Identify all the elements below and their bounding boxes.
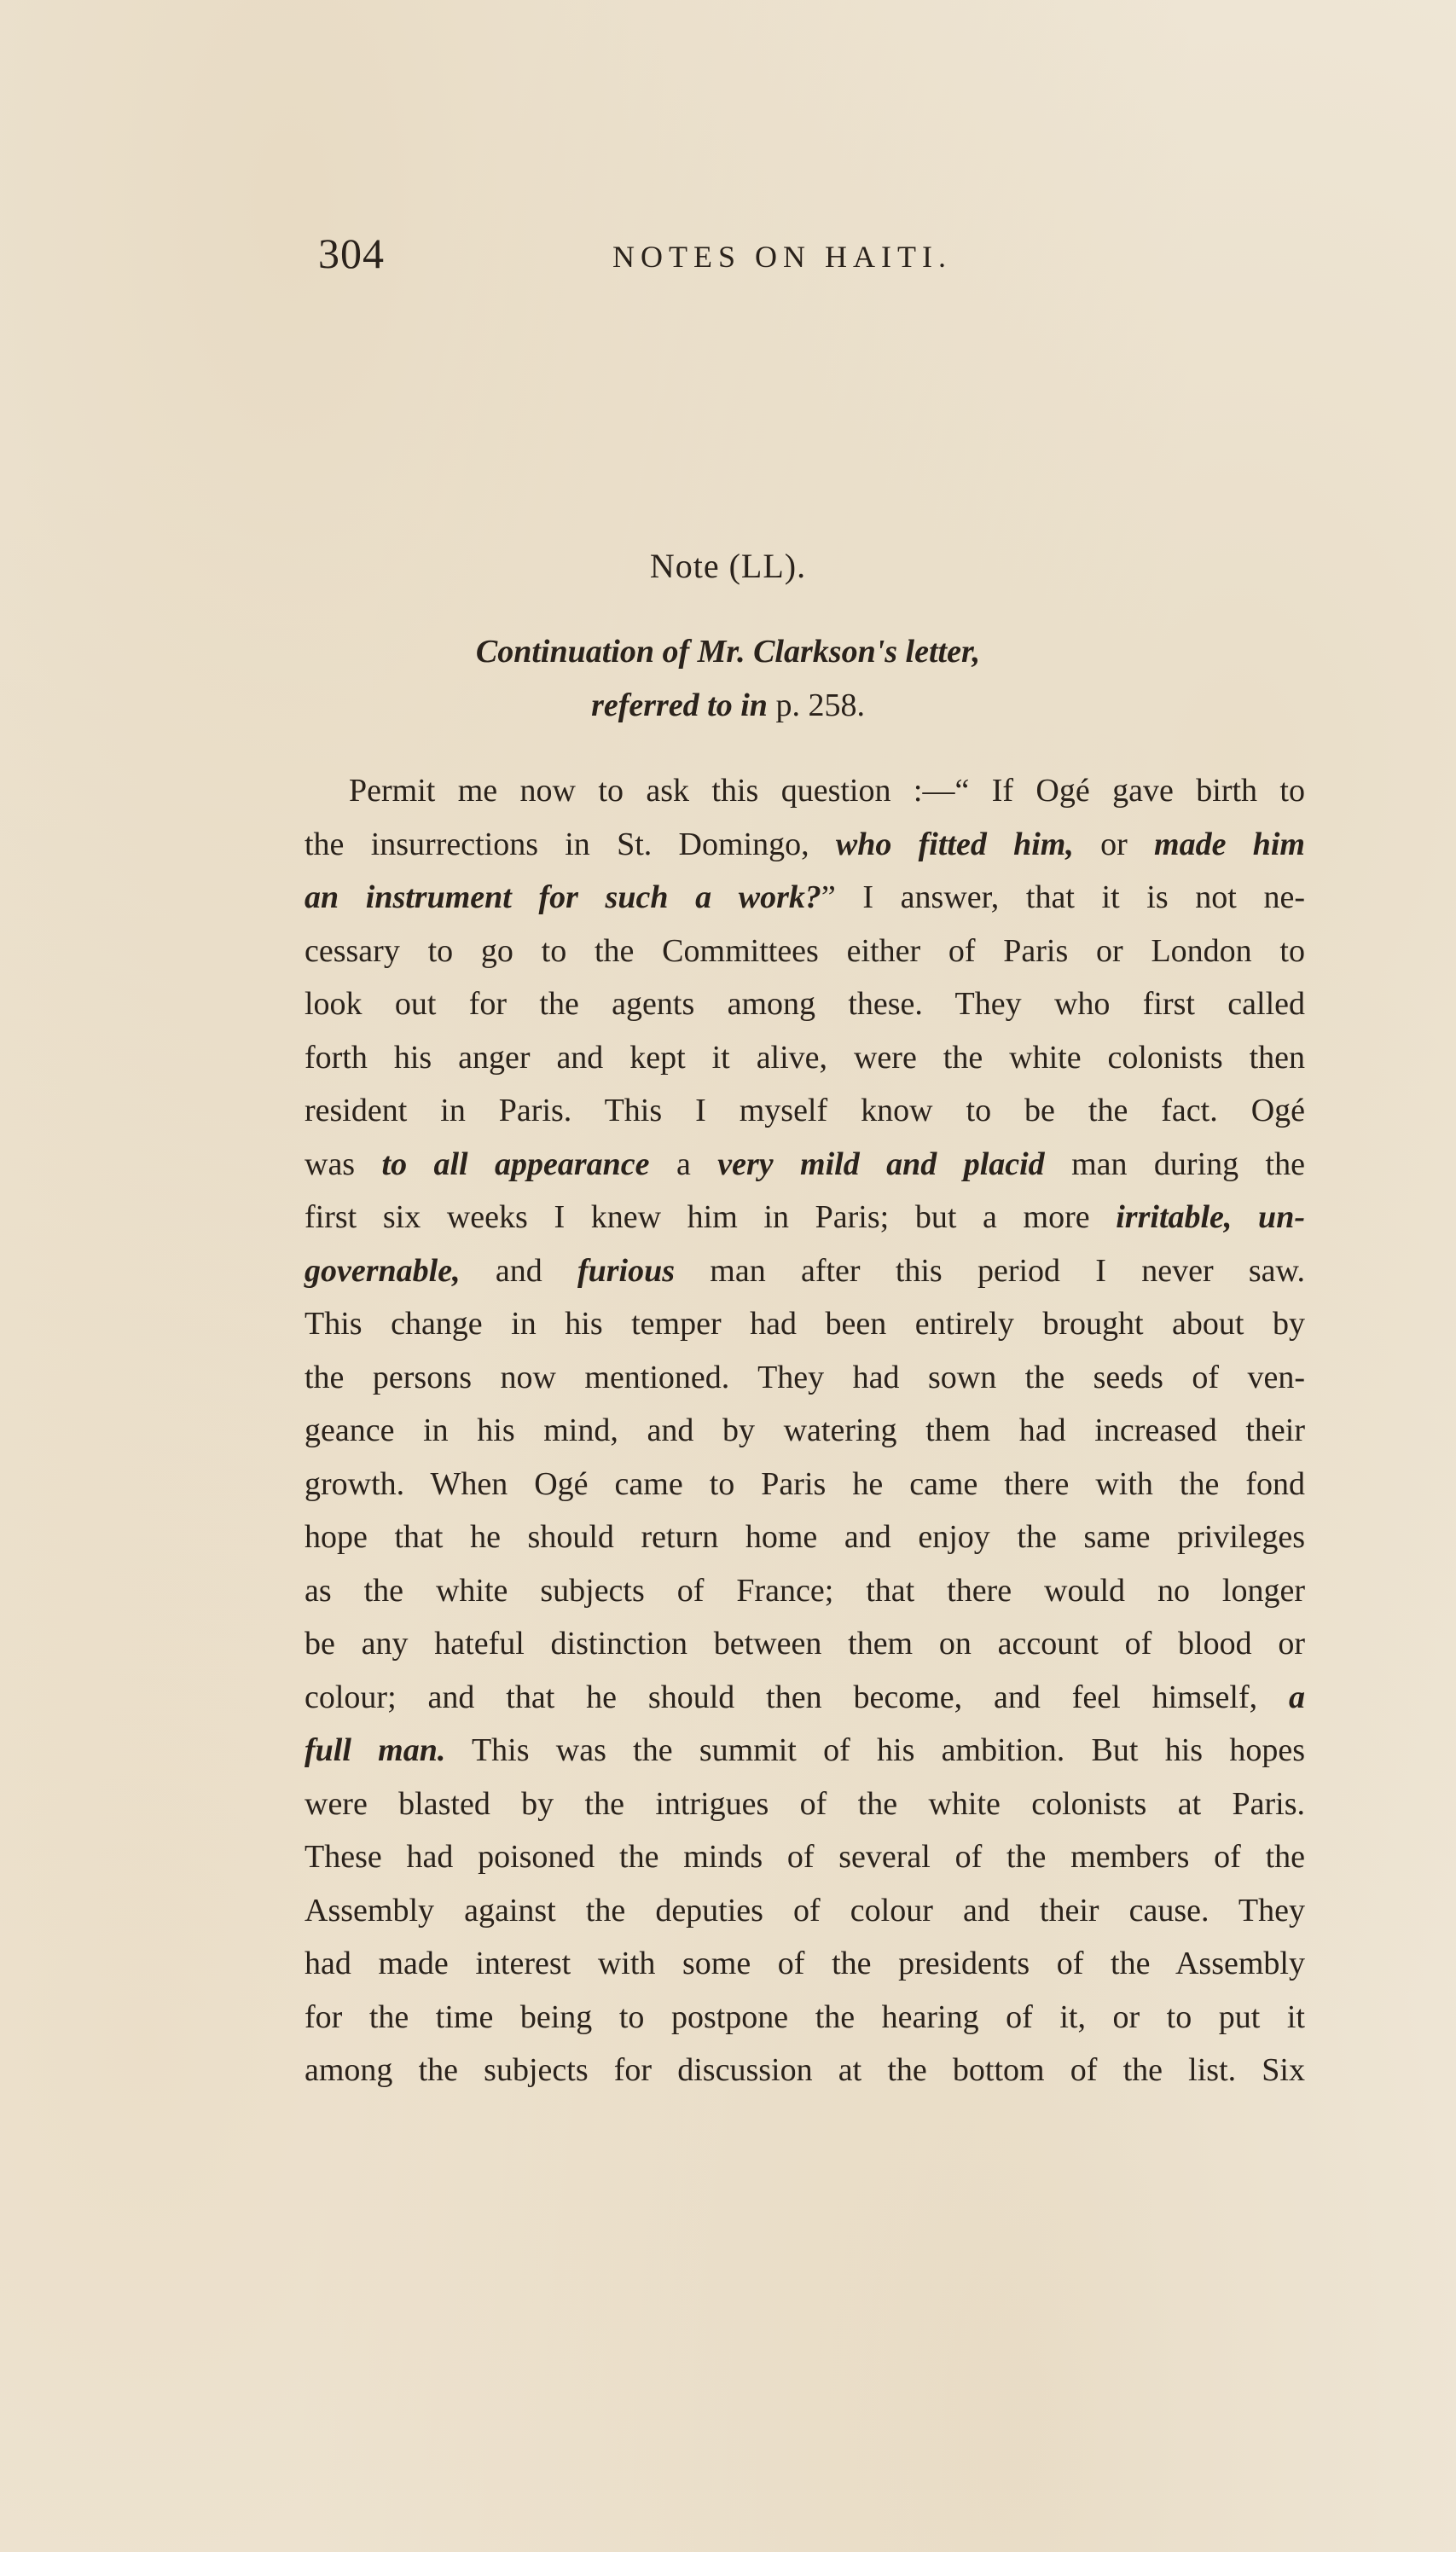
subtitle-page-reference: p. 258. <box>775 687 865 723</box>
text-segment: a <box>649 1146 718 1182</box>
body-line <box>305 1937 1305 1991</box>
text-segment: Assembly against the deputies of colour and their cause. They <box>305 1892 1305 1928</box>
body-line <box>305 2044 1305 2097</box>
text-segment: among the subjects for discussion at the bottom of the list. Six <box>305 2052 1305 2088</box>
text-segment: Permit me now to ask this question :—“ If Ogé gave birth to <box>349 773 1305 809</box>
text-segment: geance in his mind, and by watering them had increased their <box>305 1412 1305 1448</box>
body-line <box>305 1031 1305 1085</box>
text-segment: hope that he should return home and enjoy the same privileges <box>305 1519 1305 1555</box>
text-segment: cessary to go to the Committees either of Paris or London to <box>305 932 1305 969</box>
italic-text-segment: who fitted him, <box>835 826 1074 862</box>
note-subtitle-line-1 <box>0 633 1456 670</box>
text-segment: This change in his temper had been entirely brought about by <box>305 1306 1305 1342</box>
body-line <box>305 764 1305 818</box>
running-title: NOTES ON HAITI. <box>612 240 952 274</box>
text-segment: resident in Paris. This I myself know to be the fact. Ogé <box>305 1093 1305 1128</box>
text-segment: colour; and that he should then become, and feel himself, <box>305 1679 1289 1715</box>
italic-text-segment: an instrument for such a work? <box>305 879 821 915</box>
text-segment: be any hateful distinction between them on account of blood or <box>305 1626 1305 1662</box>
text-segment: forth his anger and kept it alive, were the white colonists then <box>305 1039 1305 1076</box>
body-line <box>305 871 1305 925</box>
text-segment: had made interest with some of the presidents of the Assembly <box>305 1946 1305 1981</box>
body-line <box>305 1884 1305 1938</box>
italic-text-segment: furious <box>577 1252 676 1289</box>
italic-text-segment: irritable, un- <box>1116 1199 1305 1235</box>
body-line <box>305 1084 1305 1138</box>
body-line <box>305 818 1305 872</box>
text-segment: and <box>460 1252 577 1289</box>
body-line <box>305 1778 1305 1831</box>
note-subtitle-line-2 <box>0 687 1456 724</box>
body-line <box>305 1351 1305 1405</box>
text-segment: for the time being to postpone the hearing of it, or to put it <box>305 1998 1305 2035</box>
text-segment: man during the <box>1044 1146 1305 1182</box>
page-number: 304 <box>318 229 385 277</box>
body-line <box>305 1564 1305 1618</box>
text-segment: ” I answer, that it is not ne- <box>821 879 1305 915</box>
italic-text-segment: very mild and placid <box>717 1146 1045 1182</box>
italic-text-segment: a <box>1289 1679 1305 1715</box>
text-segment: These had poisoned the minds of several of the members of the <box>305 1839 1305 1875</box>
body-line <box>305 1138 1305 1192</box>
text-segment: first six weeks I knew him in Paris; but a more <box>305 1199 1117 1235</box>
body-line <box>305 1297 1305 1351</box>
text-segment: the insurrections in St. Domingo, <box>305 826 836 862</box>
body-line <box>305 1671 1305 1725</box>
body-line <box>305 1830 1305 1884</box>
text-segment: the persons now mentioned. They had sown the seeds of ven- <box>305 1359 1305 1395</box>
body-line <box>305 1244 1305 1298</box>
body-line <box>305 1511 1305 1564</box>
body-line <box>305 977 1305 1031</box>
text-segment: or <box>1073 826 1155 862</box>
note-heading: Note (LL). <box>649 547 807 585</box>
text-segment: man after this period I never saw. <box>675 1252 1305 1289</box>
text-segment: were blasted by the intrigues of the white colonists at Paris. <box>305 1785 1305 1822</box>
body-line <box>305 1404 1305 1458</box>
body-line <box>305 1617 1305 1671</box>
running-head <box>318 229 1137 288</box>
text-segment: as the white subjects of France; that there would no longer <box>305 1572 1305 1609</box>
italic-text-segment: governable, <box>305 1252 461 1289</box>
body-line <box>305 1458 1305 1511</box>
italic-text-segment: made him <box>1154 826 1305 862</box>
body-line <box>305 925 1305 978</box>
italic-text-segment: full man. <box>305 1732 446 1768</box>
body-line <box>305 1991 1305 2044</box>
text-segment: This was the summit of his ambition. But his hopes <box>445 1732 1305 1768</box>
body-text <box>305 764 1305 2097</box>
italic-text-segment: to all appearance <box>381 1146 650 1182</box>
text-segment: growth. When Ogé came to Paris he came there with the fond <box>305 1465 1305 1502</box>
text-segment: look out for the agents among these. They who first called <box>305 986 1305 1022</box>
subtitle-text: Continuation of Mr. Clarkson's letter, <box>475 634 981 670</box>
text-segment: was <box>305 1146 382 1182</box>
body-line <box>305 1724 1305 1778</box>
subtitle-italic-text: referred to in <box>591 687 768 723</box>
body-line <box>305 1191 1305 1244</box>
